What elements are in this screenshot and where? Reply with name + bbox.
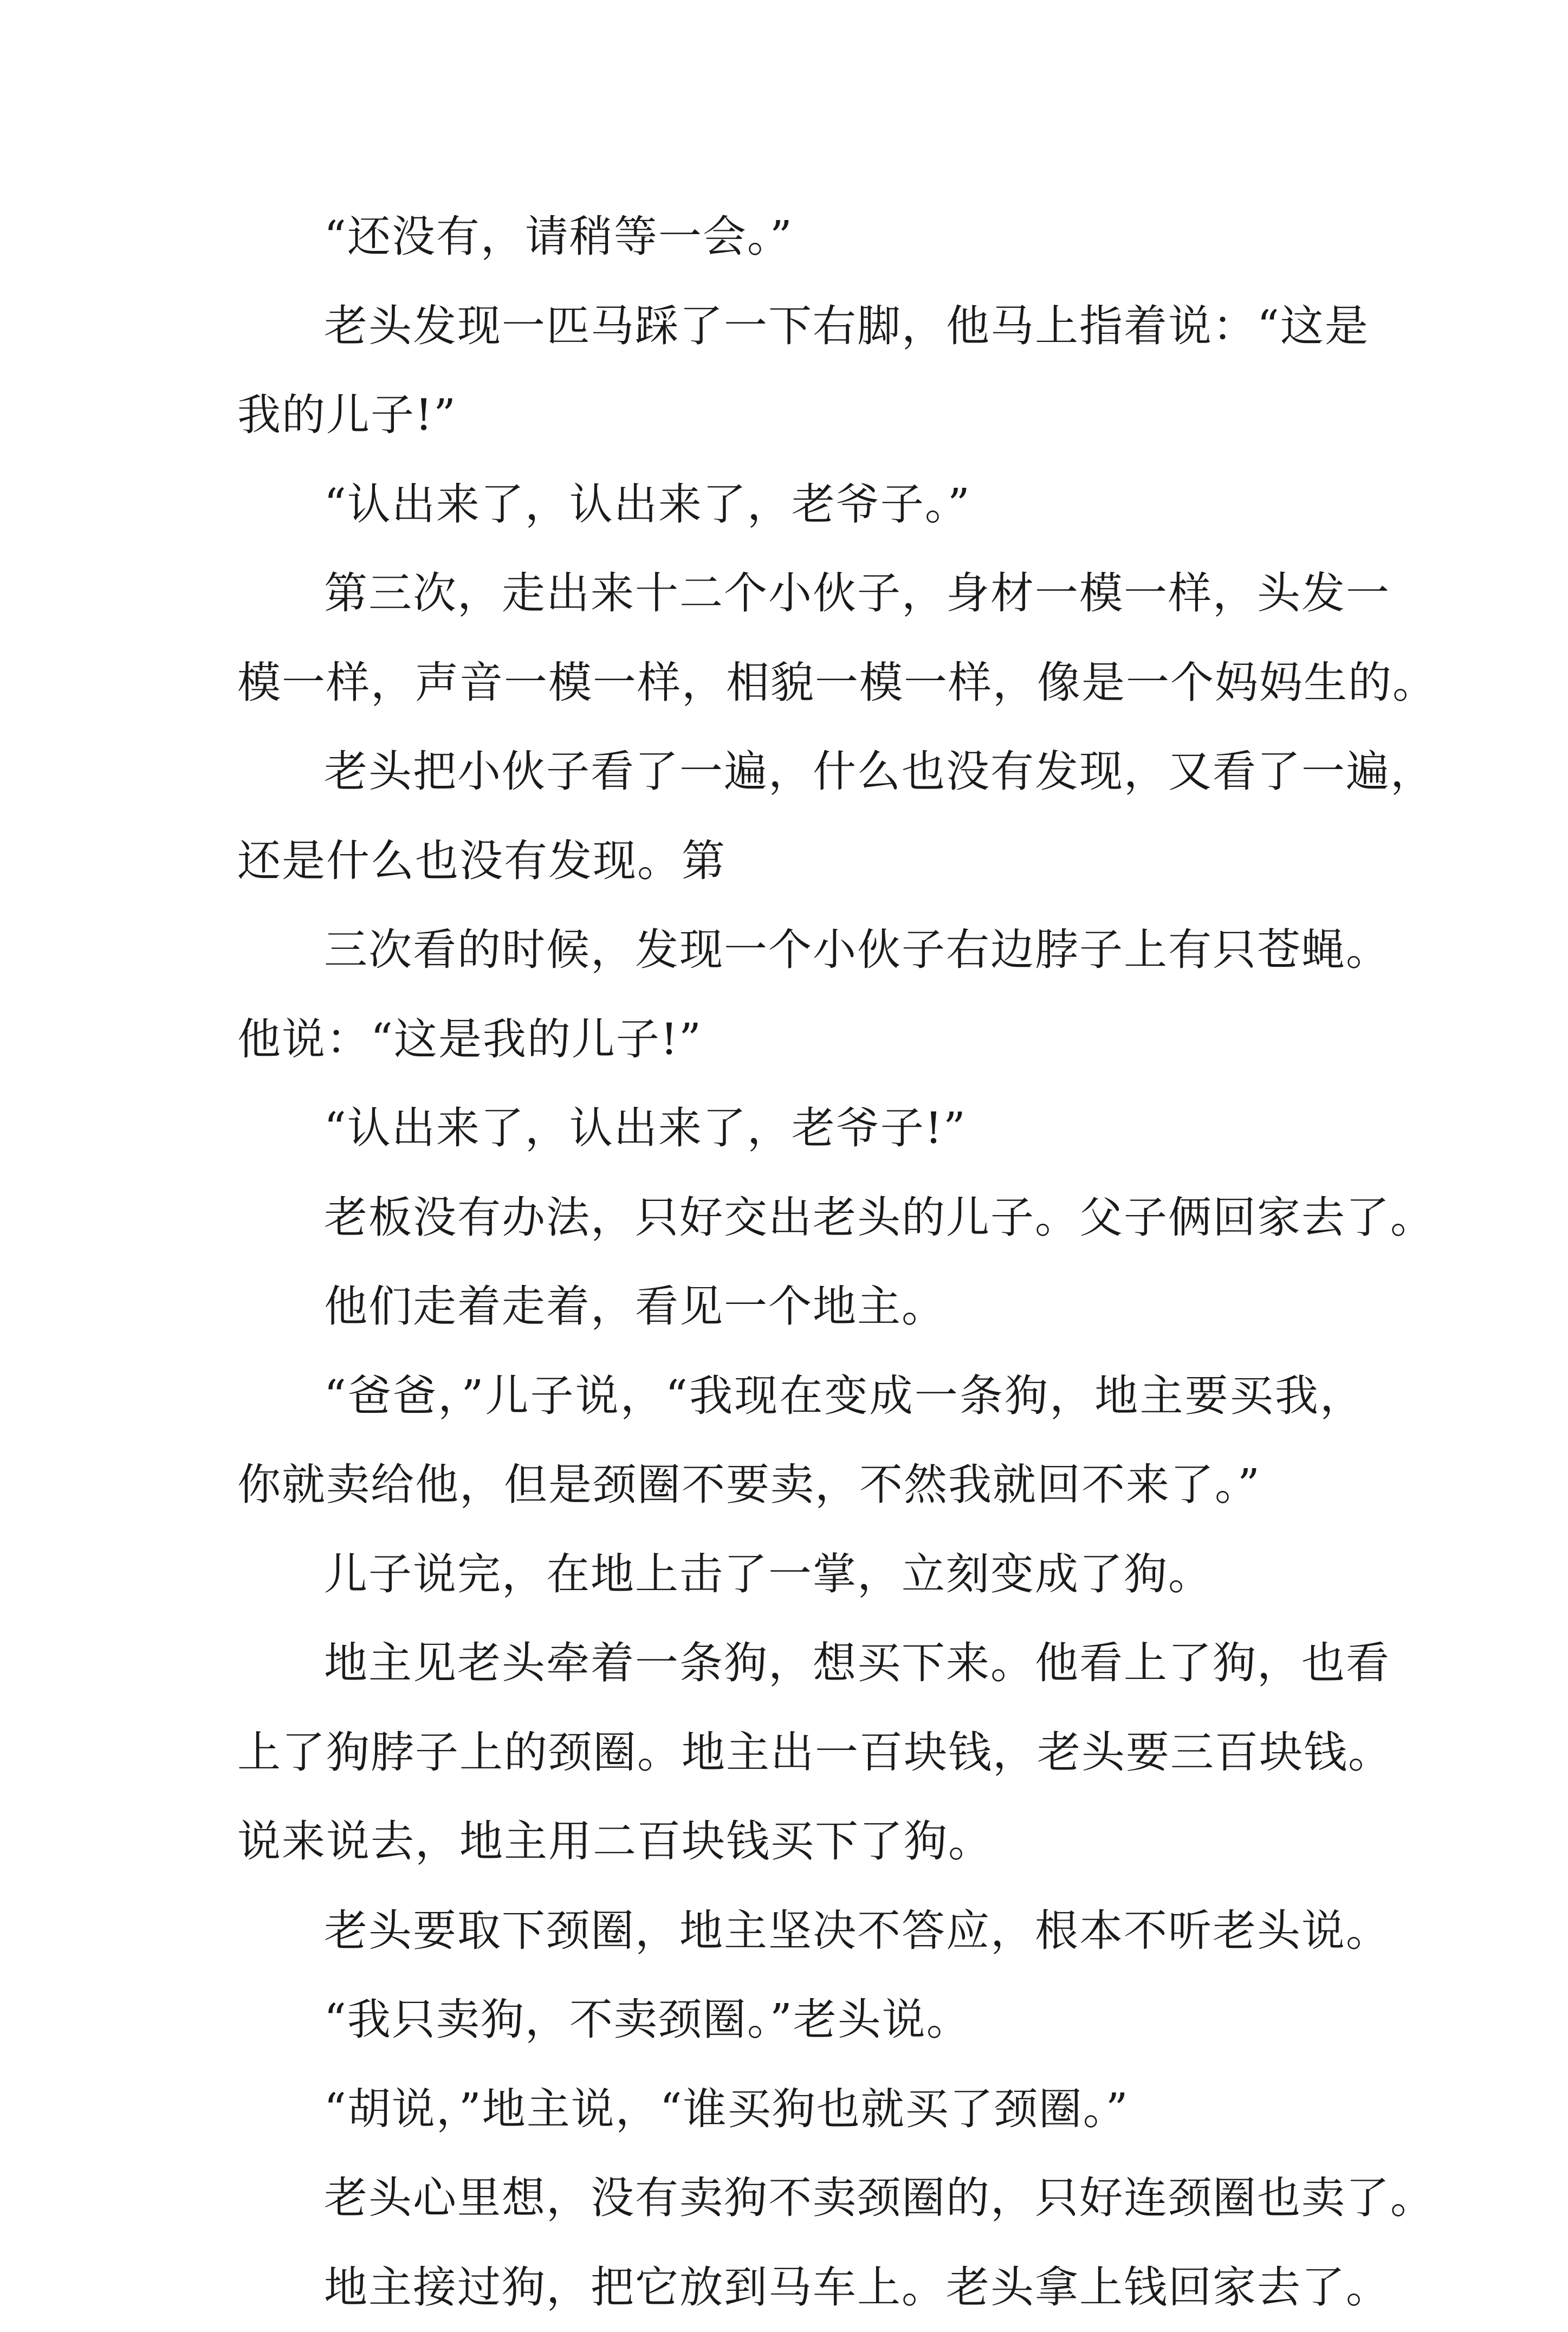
text-line: 你就卖给他，但是颈圈不要卖，不然我就回不来了。”: [237, 1440, 1364, 1530]
text-line: 他说：“这是我的儿子!”: [237, 995, 1364, 1084]
text-line: “我只卖狗，不卖颈圈。”老头说。: [237, 1975, 1364, 2065]
text-line: 模一样，声音一模一样，相貌一模一样，像是一个妈妈生的。: [237, 638, 1364, 728]
text-line: “认出来了，认出来了，老爷子。”: [237, 460, 1364, 550]
text-line: 儿子说完，在地上击了一掌，立刻变成了狗。: [237, 1530, 1364, 1619]
text-line: 上了狗脖子上的颈圈。地主出一百块钱，老头要三百块钱。: [237, 1708, 1364, 1798]
text-line: 老头把小伙子看了一遍，什么也没有发现，又看了一遍，: [237, 727, 1364, 817]
text-line: “胡说，”地主说，“谁买狗也就买了颈圈。”: [237, 2065, 1364, 2154]
text-line: 我的儿子!”: [237, 371, 1364, 460]
text-line: 老头发现一匹马踩了一下右脚，他马上指着说：“这是: [237, 282, 1364, 371]
text-line: 他们走着走着，看见一个地主。: [237, 1262, 1364, 1352]
text-line: 说来说去，地主用二百块钱买下了狗。: [237, 1797, 1364, 1887]
text-line: 地主接过狗，把它放到马车上。老头拿上钱回家去了。: [237, 2243, 1364, 2332]
text-line: “还没有，请稍等一会。”: [237, 192, 1364, 282]
text-line: “认出来了，认出来了，老爷子!”: [237, 1084, 1364, 1173]
story-text: [237, 192, 1364, 2332]
text-line: 老板没有办法，只好交出老头的儿子。父子俩回家去了。: [237, 1173, 1364, 1263]
text-line: 第三次，走出来十二个小伙子，身材一模一样，头发一: [237, 549, 1364, 638]
text-line: “爸爸，”儿子说，“我现在变成一条狗，地主要买我，: [237, 1352, 1364, 1441]
text-line: 老头心里想，没有卖狗不卖颈圈的，只好连颈圈也卖了。: [237, 2154, 1364, 2243]
text-line: 三次看的时候，发现一个小伙子右边脖子上有只苍蝇。: [237, 906, 1364, 995]
text-line: 地主见老头牵着一条狗，想买下来。他看上了狗，也看: [237, 1619, 1364, 1708]
text-line: 还是什么也没有发现。第: [237, 817, 1364, 906]
text-line: 老头要取下颈圈，地主坚决不答应，根本不听老头说。: [237, 1887, 1364, 1976]
